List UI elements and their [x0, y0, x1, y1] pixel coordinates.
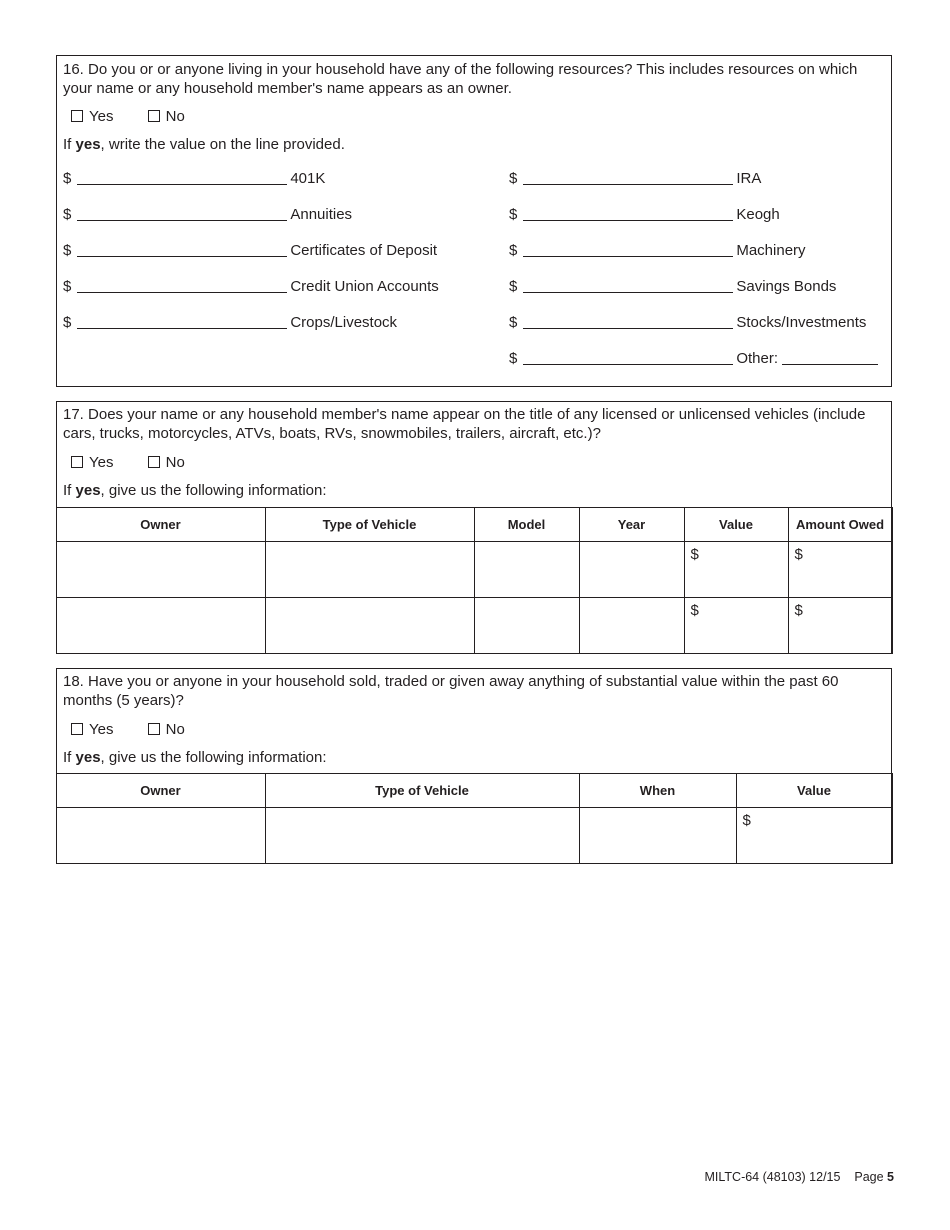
question-17-section [56, 401, 892, 654]
column-header-model: Model [474, 508, 579, 542]
column-header-when: When [579, 774, 736, 808]
value-cell[interactable]: $ [684, 542, 788, 598]
value-blank-line[interactable] [77, 172, 287, 185]
page-label: Page [854, 1170, 884, 1184]
model-cell[interactable] [474, 542, 579, 598]
resource-line [509, 350, 881, 367]
resource-line [63, 170, 325, 187]
currency-symbol: $ [509, 170, 518, 187]
question-16-text: 16. Do you or or anyone living in your household have any of the following resources? This includes resources on which your name or any household member's name appears as an owner. [63, 61, 858, 97]
value-blank-line[interactable] [523, 244, 733, 257]
column-header-type-of-vehicle: Type of Vehicle [265, 774, 579, 808]
value-blank-line[interactable] [77, 208, 287, 221]
table-header-row [56, 508, 892, 542]
resource-line [63, 206, 352, 223]
form-id: MILTC-64 (48103) 12/15 [704, 1170, 841, 1184]
type-cell[interactable] [265, 808, 579, 864]
column-header-type-of-vehicle: Type of Vehicle [265, 508, 474, 542]
owner-cell[interactable] [56, 542, 265, 598]
no-label: No [165, 721, 185, 738]
other-specify-blank[interactable] [782, 352, 878, 365]
resource-line [63, 314, 397, 331]
owner-cell[interactable] [56, 808, 265, 864]
instruction-suffix: , give us the following information: [100, 482, 327, 499]
resource-label: Annuities [290, 206, 353, 223]
no-checkbox[interactable] [148, 721, 185, 738]
yes-label: Yes [89, 108, 114, 125]
no-checkbox[interactable] [148, 108, 185, 125]
resource-label: Keogh [736, 206, 780, 223]
resource-line [63, 242, 437, 259]
resource-line [509, 314, 866, 331]
instruction-bold: yes [75, 482, 101, 499]
resource-label: 401K [290, 170, 326, 187]
resource-label: Crops/Livestock [290, 314, 398, 331]
type-cell[interactable] [265, 542, 474, 598]
value-blank-line[interactable] [523, 208, 733, 221]
resource-label: Savings Bonds [736, 278, 837, 295]
no-label: No [165, 454, 185, 471]
resource-label: Machinery [736, 242, 806, 259]
instruction-suffix: , give us the following information: [100, 749, 327, 766]
resource-label: Certificates of Deposit [290, 242, 438, 259]
currency-symbol: $ [63, 242, 72, 259]
resource-line [509, 242, 806, 259]
transfers-table [56, 773, 893, 864]
vehicles-table [56, 507, 893, 654]
yes-checkbox[interactable] [71, 721, 113, 738]
table-row [56, 542, 892, 598]
resource-label: IRA [736, 170, 762, 187]
column-header-owner: Owner [56, 774, 265, 808]
instruction-prefix: If [63, 136, 76, 153]
question-16-instruction [63, 136, 345, 153]
resource-label: Other: [736, 350, 779, 367]
currency-symbol: $ [509, 206, 518, 223]
currency-symbol: $ [63, 206, 72, 223]
yes-label: Yes [89, 721, 114, 738]
column-header-owner: Owner [56, 508, 265, 542]
no-checkbox[interactable] [148, 454, 185, 471]
amount-owed-cell[interactable]: $ [788, 542, 892, 598]
currency-symbol: $ [63, 278, 72, 295]
question-17-yesno [71, 454, 215, 471]
instruction-prefix: If [63, 749, 76, 766]
year-cell[interactable] [579, 598, 684, 654]
resource-line [63, 278, 439, 295]
value-blank-line[interactable] [77, 244, 287, 257]
question-18-text: 18. Have you or anyone in your household sold, traded or given away anything of substantial value within the past 60 months (5 years)? [63, 673, 839, 709]
value-blank-line[interactable] [77, 316, 287, 329]
value-blank-line[interactable] [523, 316, 733, 329]
table-row [56, 598, 892, 654]
currency-symbol: $ [509, 278, 518, 295]
currency-symbol: $ [509, 242, 518, 259]
instruction-bold: yes [75, 136, 101, 153]
yes-checkbox[interactable] [71, 108, 113, 125]
question-18-section [56, 668, 892, 864]
resource-line [509, 170, 761, 187]
yes-label: Yes [89, 454, 114, 471]
column-header-value: Value [684, 508, 788, 542]
currency-symbol: $ [509, 350, 518, 367]
value-blank-line[interactable] [77, 280, 287, 293]
yes-checkbox[interactable] [71, 454, 113, 471]
amount-owed-cell[interactable]: $ [788, 598, 892, 654]
owner-cell[interactable] [56, 598, 265, 654]
currency-symbol: $ [509, 314, 518, 331]
type-cell[interactable] [265, 598, 474, 654]
question-17-instruction [63, 482, 327, 499]
currency-symbol: $ [63, 314, 72, 331]
instruction-prefix: If [63, 482, 76, 499]
value-blank-line[interactable] [523, 280, 733, 293]
question-16-section [56, 55, 892, 387]
question-16-yesno [71, 108, 215, 125]
resource-label: Stocks/Investments [736, 314, 867, 331]
value-cell[interactable]: $ [736, 808, 892, 864]
resource-line [509, 206, 780, 223]
column-header-value: Value [736, 774, 892, 808]
currency-symbol: $ [63, 170, 72, 187]
column-header-year: Year [579, 508, 684, 542]
when-cell[interactable] [579, 808, 736, 864]
year-cell[interactable] [579, 542, 684, 598]
resource-line [509, 278, 836, 295]
instruction-suffix: , write the value on the line provided. [100, 136, 345, 153]
table-row [56, 808, 892, 864]
resource-label: Credit Union Accounts [290, 278, 439, 295]
value-cell[interactable]: $ [684, 598, 788, 654]
question-18-instruction [63, 749, 327, 766]
question-18-yesno [71, 721, 215, 738]
question-17-text: 17. Does your name or any household member's name appear on the title of any licensed or unlicensed vehicles (include cars, trucks, motorcycles, ATVs, boats, RVs, snowmobiles, trailers, aircraft, etc.)? [63, 406, 866, 442]
value-blank-line[interactable] [523, 172, 733, 185]
page-number: 5 [887, 1170, 894, 1184]
page-footer [705, 1170, 895, 1184]
value-blank-line[interactable] [523, 352, 733, 365]
no-label: No [165, 108, 185, 125]
table-header-row [56, 774, 892, 808]
instruction-bold: yes [75, 749, 101, 766]
column-header-amount-owed: Amount Owed [788, 508, 892, 542]
model-cell[interactable] [474, 598, 579, 654]
